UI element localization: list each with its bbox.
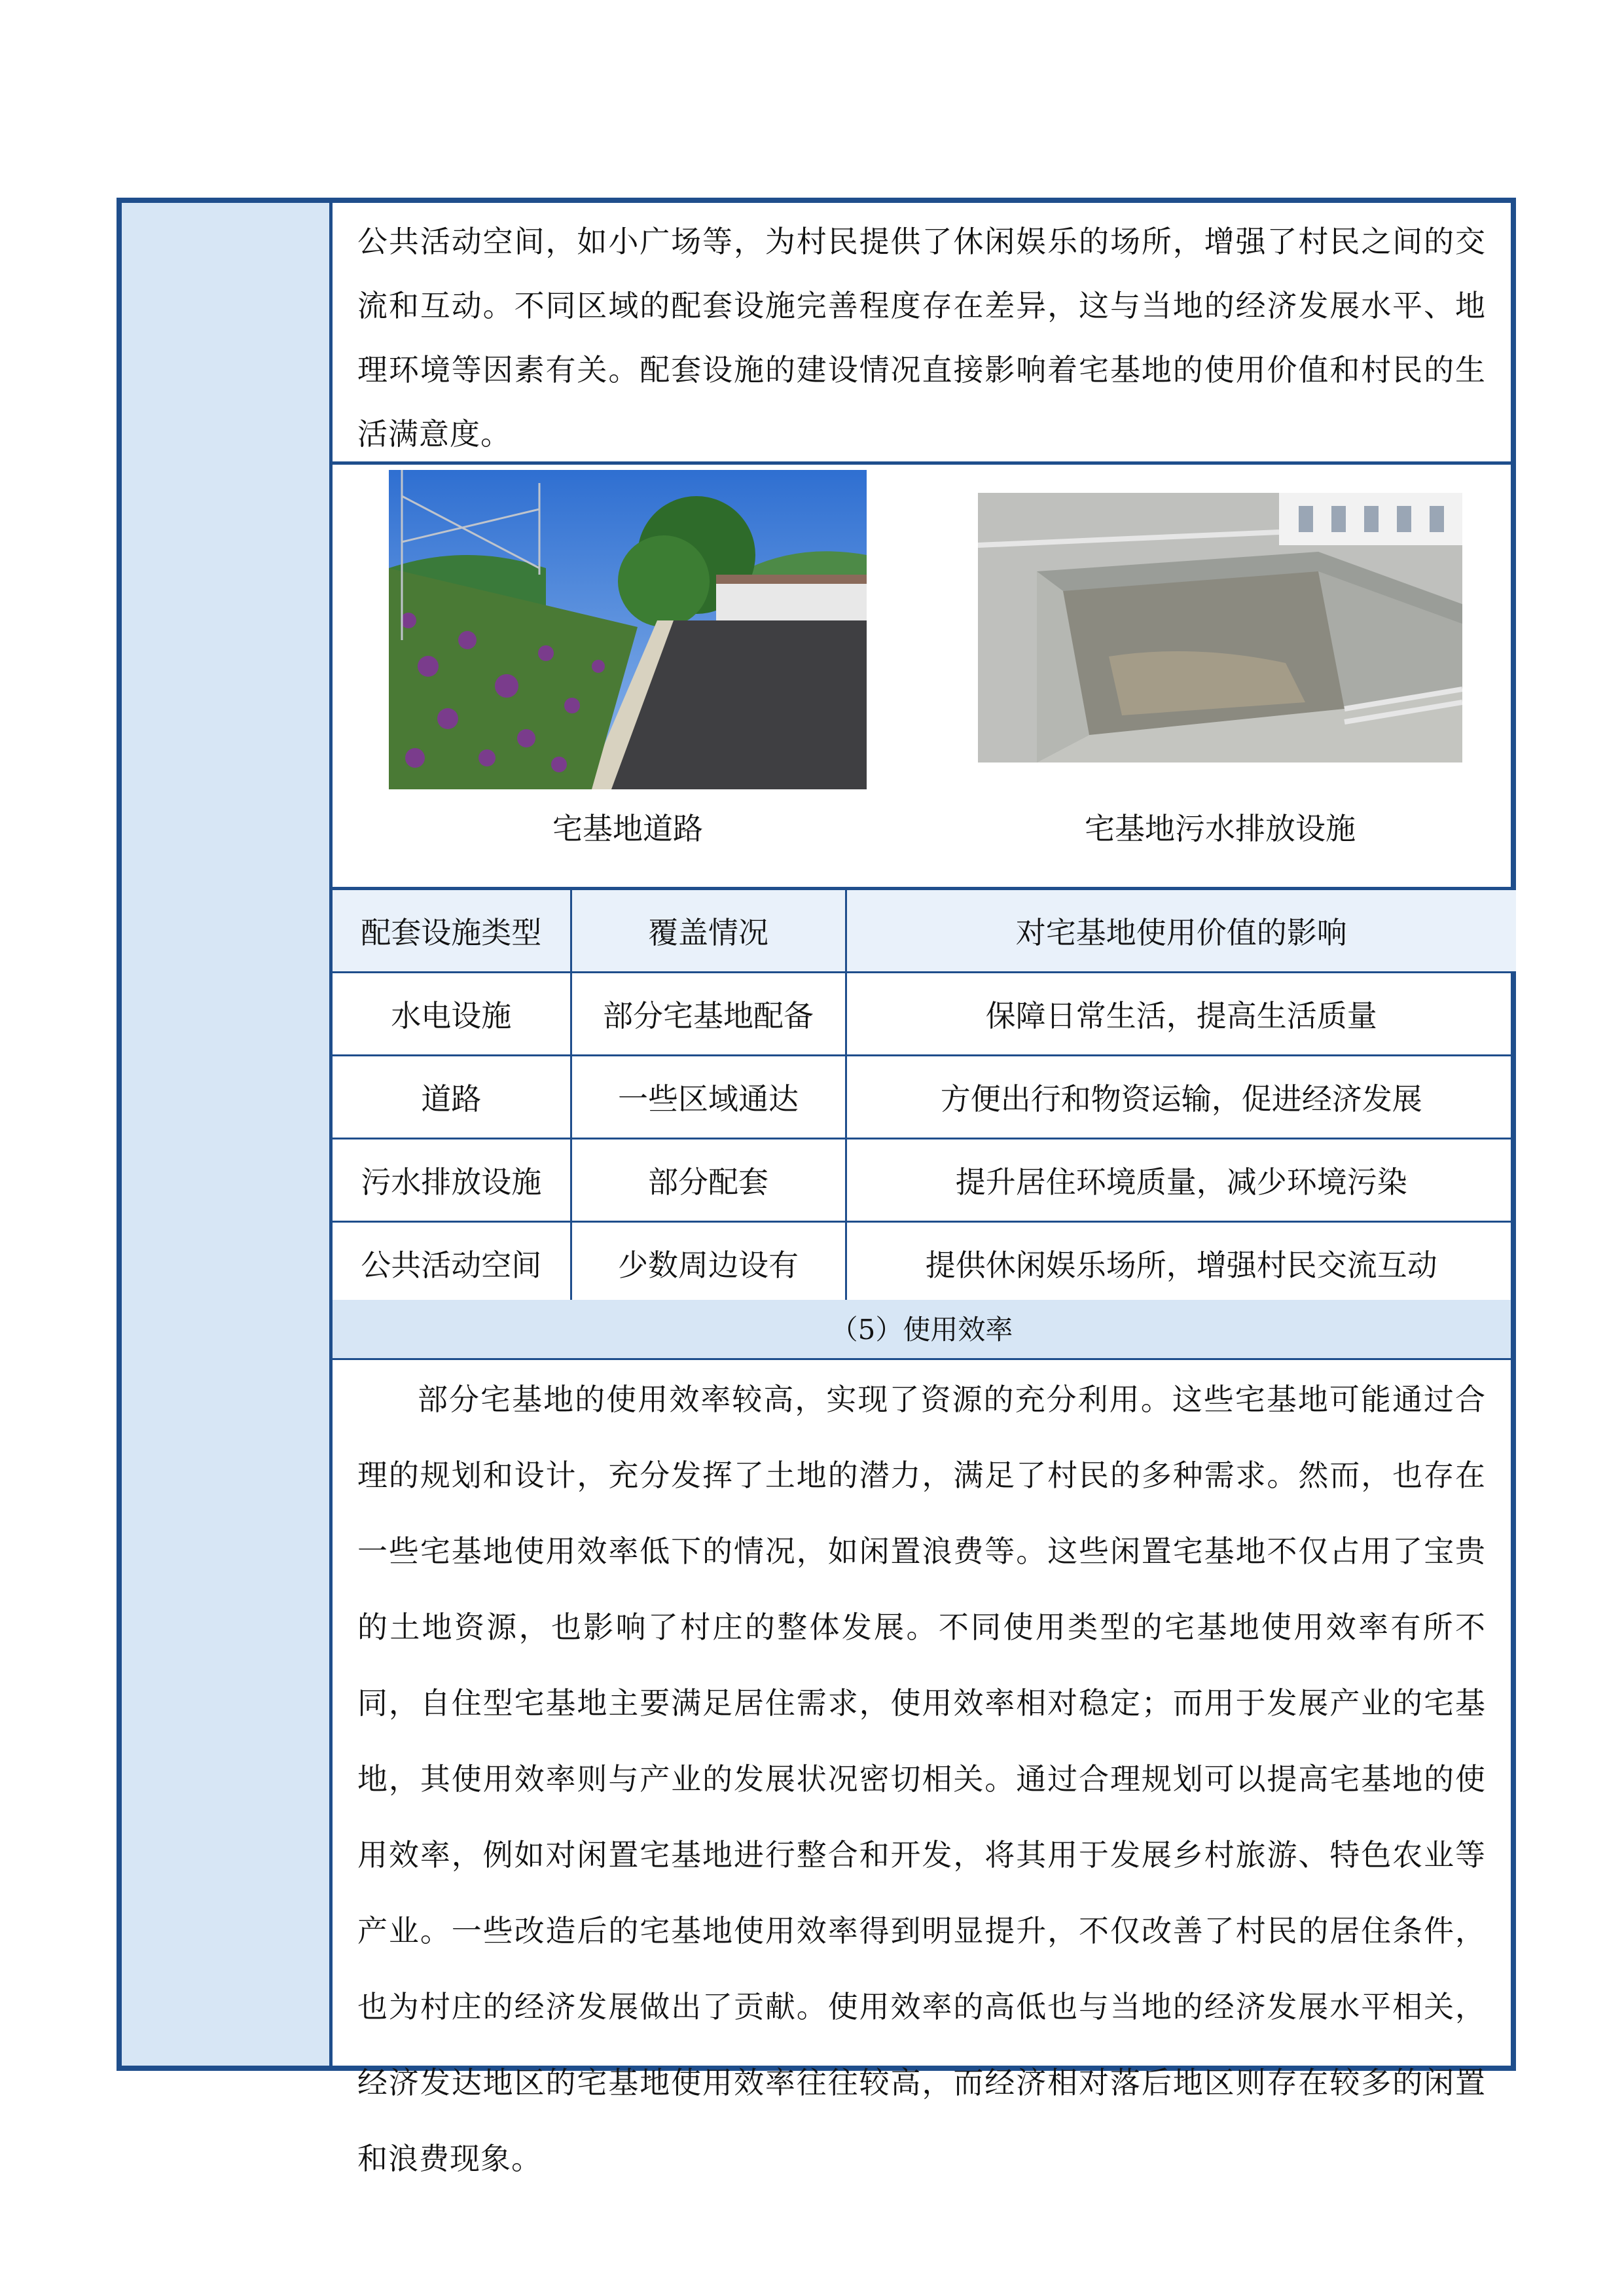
facilities-table [333,890,1516,1306]
table-header-row [333,890,1516,973]
table-row [333,973,1516,1056]
coverage-cell: 一些区域通达 [571,1056,846,1139]
document-frame [117,198,1516,2176]
efficiency-paragraph: 部分宅基地的使用效率较高，实现了资源的充分利用。这些宅基地可能通过合理的规划和设计，充分发挥了土地的潜力，满足了村民的多种需求。然而，也存在一些宅基地使用效率低下的情况，如闲置浪费等。这些闲置宅基地不仅占用了宝贵的土地资源，也影响了村庄的整体发展。不同使用类型的宅基地使用效率有所不同，自住型宅基地主要满足居住需求，使用效率相对稳定；而用于发展产业的宅基地，其使用效率则与产业的发展状况密切相关。通过合理规划可以提高宅基地的使用效率，例如对闲置宅基地进行整合和开发，将其用于发展乡村旅游、特色农业等产业。一些改造后的宅基地使用效率得到明显提升，不仅改善了村民的居住条件，也为村庄的经济发展做出了贡献。使用效率的高低也与当地的经济发展水平相关，经济发达地区的宅基地使用效率往往较高，而经济相对落后地区则存在较多的闲置和浪费现象。 [357,1382,1486,2176]
facility-type-cell: 污水排放设施 [333,1139,571,1222]
sewage-photo-caption: 宅基地污水排放设施 [1085,811,1356,846]
header-impact: 对宅基地使用价值的影响 [846,890,1516,973]
road-photo [389,470,867,789]
impact-cell: 方便出行和物资运输，促进经济发展 [846,1056,1516,1139]
sewage-facility-photo [978,493,1462,762]
intro-section [333,203,1511,465]
table-row [333,1222,1516,1305]
coverage-cell: 部分配套 [571,1139,846,1222]
impact-cell: 提升居住环境质量，减少环境污染 [846,1139,1516,1222]
intro-paragraph: 公共活动空间，如小广场等，为村民提供了休闲娱乐的场所，增强了村民之间的交流和互动。不同区域的配套设施完善程度存在差异，这与当地的经济发展水平、地理环境等因素有关。配套设施的建设情况直接影响着宅基地的使用价值和村民的生活满意度。 [357,224,1486,452]
facility-type-cell: 公共活动空间 [333,1222,571,1305]
table-row [333,1056,1516,1139]
table-row [333,1139,1516,1222]
coverage-cell: 部分宅基地配备 [571,973,846,1056]
content-column [333,203,1511,2176]
facility-type-cell: 水电设施 [333,973,571,1056]
header-coverage: 覆盖情况 [571,890,846,973]
left-label-column [122,203,333,2066]
coverage-cell: 少数周边设有 [571,1222,846,1305]
impact-cell: 保障日常生活，提高生活质量 [846,973,1516,1056]
efficiency-section [333,1361,1511,2176]
header-facility-type: 配套设施类型 [333,890,571,973]
photo-section [333,465,1511,890]
section-title: （5）使用效率 [333,1300,1511,1360]
facility-type-cell: 道路 [333,1056,571,1139]
impact-cell: 提供休闲娱乐场所，增强村民交流互动 [846,1222,1516,1305]
road-photo-caption: 宅基地道路 [552,811,703,846]
